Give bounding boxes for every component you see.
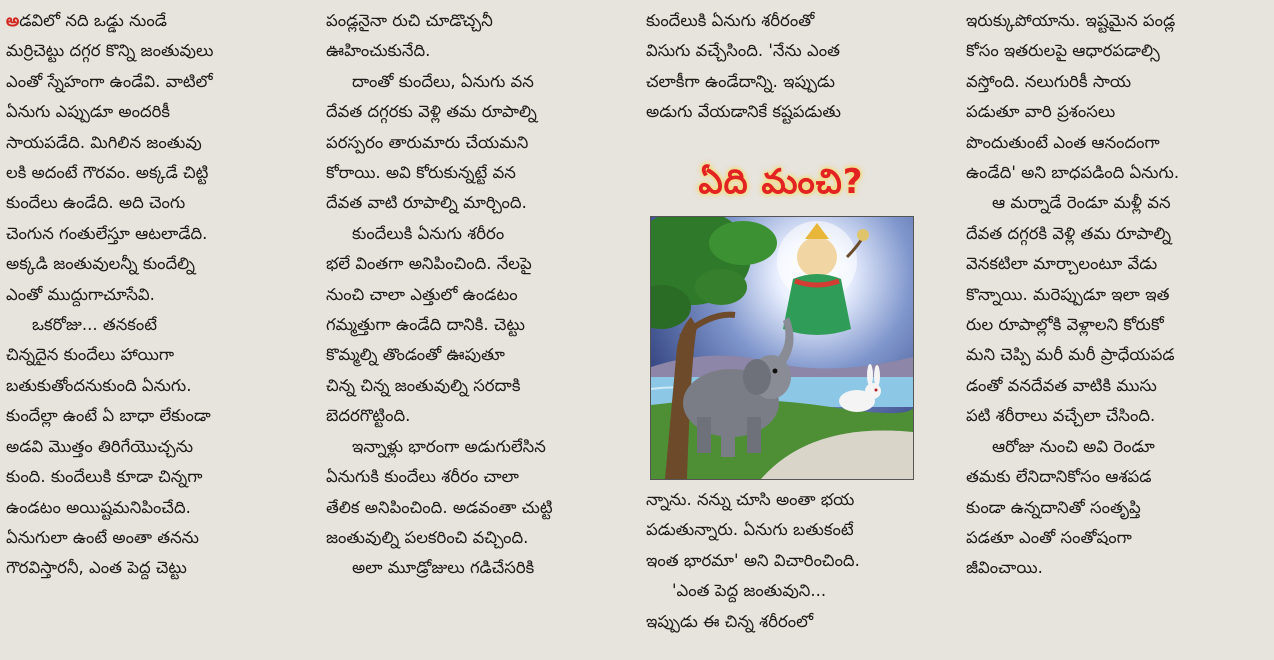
column-line: పడుతున్నారు. ఏనుగు బతుకంటే [646,520,854,540]
column-line: ఆరోజు నుంచి అవి రెండూ [992,436,1155,456]
column-line [6,6,213,36]
column-line: పటి శరీరాలు వచ్చేలా చేసింది. [966,406,1156,426]
column-line: గమ్మత్తుగా ఉండేది దానికి. చెట్టు [326,315,525,335]
column-line: లకి అదంటే గౌరవం. అక్కడే చిట్టి [6,163,209,183]
column-line: రుల రూపాల్లోకి వెళ్లాలని కోరుకో [966,315,1164,335]
column-line: పండ్లనైనా రుచి చూడొచ్చనీ [326,11,493,30]
column-line: మని చెప్పి మరీ మరీ ప్రాధేయపడ [966,345,1175,365]
column-line: వస్తోంది. నలుగురికీ సాయ [966,71,1132,91]
column-line: అక్కడి జంతువులన్నీ కుందేల్ని [6,254,195,274]
column-line: ఏనుగులా ఉంటే అంతా తనను [6,527,199,547]
column-line: దాంతో కుందేలు, ఏనుగు వన [352,71,534,91]
column-line: ఆ మర్నాడే రెండూ మళ్లీ వన [992,193,1171,213]
column-line: కోరాయి. అవి కోరుకున్నట్టే వన [326,163,516,183]
column-line: ఇన్నాళ్లు భారంగా అడుగులేసిన [352,436,546,456]
column-line: కుంది. కుందేలుకి కూడా చిన్నగా [6,467,203,487]
column-line: న్నాను. నన్ను చూసి అంతా భయ [646,490,855,509]
column-line: భలే వింతగా అనిపించింది. నేలపై [326,254,532,274]
column-line: బెదరగొట్టింది. [326,406,411,426]
column-line: జంతువుల్ని పలకరించి వచ్చింది. [326,527,529,547]
column-line: కొన్నాయి. మరెప్పుడూ ఇలా ఇత [966,284,1170,304]
column-line: కోసం ఇతరులపై ఆధారపడాల్సి [966,41,1160,61]
column-line: చిన్నదైన కుందేలు హాయిగా [6,345,175,365]
column-line: దేవత దగ్గరకి వెళ్లి తమ రూపాల్ని [966,223,1172,243]
column-line: ఏనుగు ఎప్పుడూ అందరికీ [6,102,171,122]
column-line: నుంచి చాలా ఎత్తులో ఉండటం [326,284,518,304]
column-line: అలా మూడ్రోజులు గడిచేసరికి [352,558,535,578]
column-line: విసుగు వచ్చేసింది. 'నేను ఎంత [646,41,840,61]
column-line: చిన్న చిన్న జంతువుల్ని సరదాకి [326,375,521,395]
column-line: గౌరవిస్తారనీ, ఎంత పెద్ద చెట్టు [6,558,187,578]
column-line: ఎంతో ముద్దుగాచూసేవి. [6,284,155,304]
column-line: అడుగు వేయడానికే కష్టపడుతు [646,102,841,122]
column-line: కుందేల్లా ఉంటే ఏ బాధా లేకుండా [6,406,211,426]
story-illustration [650,216,914,480]
column-line: ఇరుక్కుపోయాను. ఇష్టమైన పండ్ల [966,11,1176,30]
column-line: ఇంత భారమా' అని విచారించింది. [646,550,860,570]
column-line: కుండా ఉన్నదానితో సంతృప్తి [966,497,1141,517]
column-line: తమకు లేనిదానికోసం ఆశపడ [966,467,1152,487]
column-line: ఒకరోజు... తనకంటే [32,315,158,335]
column-line: ఉండేది' అని బాధపడింది ఏనుగు. [966,163,1180,183]
column-line: పడతూ ఎంతో సంతోషంగా [966,527,1132,547]
line-text: డవిలో నది ఒడ్డు నుండే [19,11,167,30]
column-line: జీవించాయి. [966,558,1043,578]
column-line: సాయపడేది. మిగిలిన జంతువు [6,132,202,152]
column-line: 'ఎంత పెద్ద జంతువుని... [672,581,827,601]
story-column-2 [326,6,553,584]
column-line: తేలిక అనిపించింది. అడవంతా చుట్టి [326,497,553,517]
drop-initial: అ [6,11,20,30]
column-line: దేవత దగ్గరకు వెళ్లి తమ రూపాల్ని [326,102,537,122]
column-line: ఉండటం అయిష్టమనిపించేది. [6,497,191,517]
story-column-3-bottom [646,485,860,637]
story-column-1 [6,6,213,584]
column-line: కొమ్మల్ని తొండంతో ఊపుతూ [326,345,505,365]
column-line: కుందేలుకి ఏనుగు శరీరం [352,223,505,243]
column-line: అడవి మొత్తం తిరిగేయొచ్చను [6,436,194,456]
story-column-3-top [646,6,841,128]
column-line: ఇప్పుడు ఈ చిన్న శరీరంలో [646,611,814,631]
story-title: ఏది మంచి? [698,162,864,202]
column-line: చలాకీగా ఉండేదాన్ని. ఇప్పుడు [646,71,835,91]
column-line: బతుకుతోందనుకుంది ఏనుగు. [6,375,192,395]
story-column-4 [966,6,1179,584]
column-line: ఎంతో స్నేహంగా ఉండేవి. వాటిలో [6,71,213,91]
column-line: కుందేలు ఉండేది. అది చెంగు [6,193,186,213]
column-line: దేవత వాటి రూపాల్ని మార్చింది. [326,193,527,213]
column-line: వెనకటిలా మార్చాలంటూ వేడు [966,254,1158,274]
column-line: మర్రిచెట్టు దగ్గర కొన్ని జంతువులు [6,41,214,61]
column-line: డంతో వనదేవత వాటికి ముసు [966,375,1157,395]
column-line: పొందుతుంటే ఎంత ఆనందంగా [966,132,1160,152]
column-line: పరస్పరం తారుమారు చేయమని [326,132,529,152]
column-line: చెంగున గంతులేస్తూ ఆటలాడేది. [6,223,208,243]
column-line: కుందేలుకి ఏనుగు శరీరంతో [646,11,815,30]
column-line: ఊహించుకునేది. [326,41,431,61]
column-line: ఏనుగుకి కుందేలు శరీరం చాలా [326,467,519,487]
column-line: పడుతూ వారి ప్రశంసలు [966,102,1116,122]
